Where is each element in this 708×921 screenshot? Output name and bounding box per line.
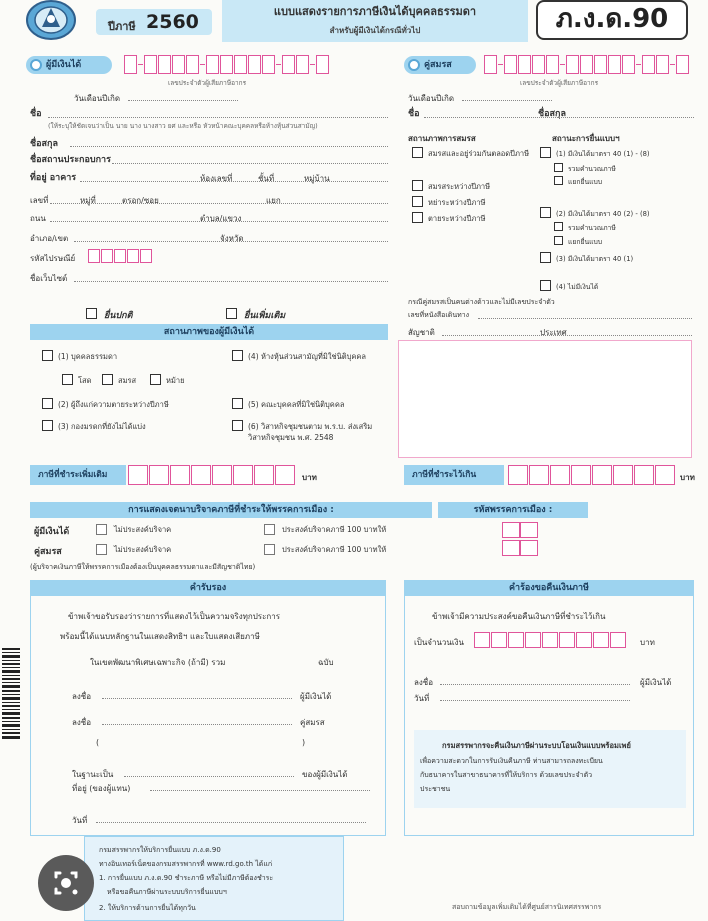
notice-line-4: หรือขอคืนภาษีผ่านระบบบริการยื่นแบบฯ <box>107 888 227 896</box>
close-paren: ) <box>302 738 306 747</box>
overpaid-tax-label: ภาษีที่ชำระไว้เกิน <box>404 465 504 485</box>
deceased-checkbox[interactable] <box>42 398 53 409</box>
promptpay-line-1: กรมสรรพากรจะคืนเงินภาษีผ่านระบบโอนเงินแบบพร้อมเพย์ <box>442 741 631 750</box>
spouse-sign-label: ลงชื่อ <box>72 718 92 727</box>
certification-title: คำรับรอง <box>30 580 386 596</box>
street-field[interactable] <box>50 221 388 222</box>
spouse-party-code-2[interactable] <box>520 540 538 556</box>
refund-signature-field[interactable] <box>440 684 630 685</box>
representative-as-field[interactable] <box>124 776 294 777</box>
form-title-box <box>222 0 528 42</box>
form-header <box>0 0 708 48</box>
attachment-area <box>398 340 692 458</box>
taxpayer-name-label: ชื่อ <box>30 109 42 119</box>
method-4-label: (4) ไม่มีเงินได้ <box>556 283 599 291</box>
partnership-label: (4) ห้างหุ้นส่วนสามัญที่มิใช่นิติบุคคล <box>248 352 366 361</box>
method-1-separate-label: แยกยื่นแบบ <box>568 178 603 186</box>
website-label: ชื่อเว็บไซต์ <box>30 274 68 283</box>
spouse-name-label: ชื่อ <box>408 109 420 119</box>
method-1-label: (1) มีเงินได้มาตรา 40 (1) - (8) <box>556 150 650 158</box>
district-label: อำเภอ/เขต <box>30 234 69 243</box>
single-label: โสด <box>78 376 92 385</box>
barcode-image <box>0 648 22 740</box>
refund-sign-label: ลงชื่อ <box>414 678 434 687</box>
certification-text-1: ข้าพเจ้าขอรับรองว่ารายการที่แสดงไว้เป็นความจริงทุกประการ <box>68 612 281 621</box>
taxpayer-party-code-2[interactable] <box>520 522 538 538</box>
divorced-checkbox[interactable] <box>412 196 423 207</box>
taxpayer-name-field[interactable] <box>48 117 388 118</box>
notice-line-5: 2. ให้บริการด้านการยื่นได้ทุกวัน <box>99 904 196 912</box>
refund-date-label: วันที่ <box>414 694 430 703</box>
refund-title: คำร้องขอคืนเงินภาษี <box>404 580 694 596</box>
tax-year-box <box>96 9 212 35</box>
spouse-surname-label: ชื่อสกุล <box>538 109 566 119</box>
extra-tax-unit: บาท <box>302 473 317 482</box>
refund-date-field[interactable] <box>440 700 630 701</box>
refund-unit: บาท <box>640 638 655 647</box>
taxpayer-section-pill <box>26 56 112 74</box>
refund-role: ผู้มีเงินได้ <box>640 678 672 687</box>
form-code: ภ.ง.ด.90 <box>536 0 688 40</box>
address-building-field[interactable] <box>80 181 388 182</box>
bullet-icon <box>30 59 42 71</box>
junction-label: แยก <box>266 196 281 205</box>
passport-label: เลขที่หนังสือเดินทาง <box>408 311 470 319</box>
method-1-combined-label: รวมคำนวณภาษี <box>568 165 616 173</box>
normal-filing-checkbox[interactable] <box>86 308 97 319</box>
deceased-spouse-label: ตายระหว่างปีภาษี <box>428 214 486 223</box>
building-name-field[interactable] <box>112 163 388 164</box>
overpaid-tax-input[interactable] <box>508 465 676 485</box>
foreign-spouse-label: กรณีคู่สมรสเป็นคนต่างด้าวและไม่มีเลขประจำตัว <box>408 298 555 306</box>
certification-text-2: พร้อมนี้ได้แนบหลักฐานในแสดงสิทธิฯ และใบแสดงเสียภาษี <box>60 632 260 641</box>
taxpayer-surname-field[interactable] <box>70 146 388 147</box>
promptpay-notice <box>414 730 686 808</box>
taxpayer-no-donation-checkbox[interactable] <box>96 524 107 535</box>
donation-title: การแสดงเจตนาบริจาคภาษีที่ชำระให้พรรคการเมือง : <box>30 502 432 518</box>
village-label: หมู่บ้าน <box>304 174 330 183</box>
estate-checkbox[interactable] <box>42 420 53 431</box>
method-4-checkbox[interactable] <box>540 280 551 291</box>
passport-field[interactable] <box>478 318 692 319</box>
deceased-spouse-checkbox[interactable] <box>412 212 423 223</box>
status-title: สถานภาพของผู้มีเงินได้ <box>30 324 388 340</box>
widowed-checkbox[interactable] <box>150 374 161 385</box>
married-together-label: สมรสและอยู่ร่วมกันตลอดปีภาษี <box>428 149 530 158</box>
body-of-persons-label: (5) คณะบุคคลที่มิใช่นิติบุคคล <box>248 400 345 409</box>
certification-date-label: วันที่ <box>72 816 88 825</box>
taxpayer-signature-field[interactable] <box>102 698 292 699</box>
refund-amount-label: เป็นจำนวนเงิน <box>414 638 464 647</box>
tax-year-value: 2560 <box>146 11 199 33</box>
lens-search-button[interactable] <box>38 855 94 911</box>
footer-text: สอบถามข้อมูลเพิ่มเติมได้ที่ศูนย์สารนิเทศสรรพากร <box>452 903 602 911</box>
taxpayer-sign-label: ลงชื่อ <box>72 692 92 701</box>
spouse-id-input[interactable] <box>484 55 690 74</box>
spouse-section-label: คู่สมรส <box>424 60 452 70</box>
widowed-label: หม้าย <box>166 376 185 385</box>
additional-filing-checkbox[interactable] <box>226 308 237 319</box>
method-2-combined-checkbox[interactable] <box>554 222 563 231</box>
soi-label: ตรอก/ซอย <box>122 196 159 205</box>
floor-label: ชั้นที่ <box>258 174 275 183</box>
taxpayer-birth-label: วันเดือนปีเกิด <box>74 94 121 103</box>
normal-filing-label: ยื่นปกติ <box>104 311 133 321</box>
partnership-checkbox[interactable] <box>232 350 243 361</box>
country-label: ประเทศ <box>540 328 567 337</box>
district-field[interactable] <box>74 241 388 242</box>
method-1-separate-checkbox[interactable] <box>554 176 563 185</box>
refund-text: ข้าพเจ้ามีความประสงค์ขอคืนเงินภาษีที่ชำระไว้เกิน <box>432 612 606 621</box>
street-label: ถนน <box>30 214 46 223</box>
taxpayer-no-donation-label: ไม่ประสงค์บริจาค <box>114 525 172 534</box>
open-paren: ( <box>96 738 100 747</box>
promptpay-line-4: ประชาชน <box>420 785 451 793</box>
method-3-label: (3) มีเงินได้มาตรา 40 (1) <box>556 255 634 263</box>
representative-address-label: ที่อยู่ (ของผู้แทน) <box>72 784 131 793</box>
taxpayer-id-caption: เลขประจำตัวผู้เสียภาษีอากร <box>168 79 247 87</box>
nationality-label: สัญชาติ <box>408 328 435 337</box>
refund-amount-input[interactable] <box>474 632 627 648</box>
divorced-label: หย่าระหว่างปีภาษี <box>428 198 486 207</box>
taxpayer-birth-field[interactable] <box>128 100 238 101</box>
spouse-birth-label: วันเดือนปีเกิด <box>408 94 455 103</box>
community-enterprise-label: (6) วิสาหกิจชุมชนตาม พ.ร.บ. ส่งเสริมวิสาหกิจชุมชน พ.ศ. 2548 <box>248 422 373 442</box>
deceased-label: (2) ผู้ถึงแก่ความตายระหว่างปีภาษี <box>58 400 169 409</box>
donation-spouse-label: คู่สมรส <box>34 547 62 557</box>
representative-address-field[interactable] <box>150 790 370 791</box>
single-checkbox[interactable] <box>62 374 73 385</box>
building-name-label: ชื่อสถานประกอบการ <box>30 155 111 165</box>
individual-label: (1) บุคคลธรรมดา <box>58 352 118 361</box>
spouse-birth-field[interactable] <box>462 100 552 101</box>
taxpayer-name-hint: (ให้ระบุให้ชัดเจนว่าเป็น นาย นาง นางสาว ยศ และหรือ หัวหน้าคณะบุคคลหรือห้างหุ้นส่วนสามัญ) <box>48 122 318 130</box>
address-label: ที่อยู่ อาคาร <box>30 173 77 183</box>
representative-as-label: ในฐานะเป็น <box>72 770 114 779</box>
married-together-checkbox[interactable] <box>412 147 423 158</box>
community-enterprise-checkbox[interactable] <box>232 420 243 431</box>
representative-of-label: ของผู้มีเงินได้ <box>302 770 348 779</box>
taxpayer-section-label: ผู้มีเงินได้ <box>46 60 82 70</box>
taxpayer-donate-checkbox[interactable] <box>264 524 275 535</box>
estate-label: (3) กองมรดกที่ยังไม่ได้แบ่ง <box>58 422 146 431</box>
marital-status-label: สถานภาพการสมรส <box>408 134 476 143</box>
married-during-year-label: สมรสระหว่างปีภาษี <box>428 182 491 191</box>
extra-tax-label: ภาษีที่ชำระเพิ่มเติม <box>30 465 126 485</box>
website-field[interactable] <box>74 281 388 282</box>
party-code-title: รหัสพรรคการเมือง : <box>438 502 588 518</box>
province-label: จังหวัด <box>220 234 244 243</box>
taxpayer-id-input[interactable] <box>124 55 330 74</box>
body-of-persons-checkbox[interactable] <box>232 398 243 409</box>
taxpayer-id-bar <box>26 54 346 76</box>
overpaid-tax-unit: บาท <box>680 473 695 482</box>
spouse-section-pill <box>404 56 476 74</box>
spouse-donate-label: ประสงค์บริจาคภาษี 100 บาทให้ <box>282 545 387 554</box>
spouse-no-donation-label: ไม่ประสงค์บริจาค <box>114 545 172 554</box>
method-1-checkbox[interactable] <box>540 147 551 158</box>
spouse-signature-field[interactable] <box>102 724 292 725</box>
spouse-id-caption: เลขประจำตัวผู้เสียภาษีอากร <box>520 79 599 87</box>
nationality-field[interactable] <box>442 335 692 336</box>
method-2-separate-checkbox[interactable] <box>554 236 563 245</box>
married-label: สมรส <box>118 376 137 385</box>
form-title: แบบแสดงรายการภาษีเงินได้บุคคลธรรมดา <box>273 5 477 18</box>
bullet-icon <box>408 59 420 71</box>
additional-filing-label: ยื่นเพิ่มเติม <box>244 311 286 321</box>
taxpayer-donate-label: ประสงค์บริจาคภาษี 100 บาทให้ <box>282 525 387 534</box>
method-2-combined-label: รวมคำนวณภาษี <box>568 224 616 232</box>
married-checkbox[interactable] <box>102 374 113 385</box>
subdistrict-label: ตำบล/แขวง <box>200 214 242 223</box>
taxpayer-party-code-1[interactable] <box>502 522 520 538</box>
spouse-no-donation-checkbox[interactable] <box>96 544 107 555</box>
notice-line-2: ทางอินเทอร์เน็ตของกรมสรรพากรที่ www.rd.go.th ได้แก่ <box>99 860 273 868</box>
taxpayer-role: ผู้มีเงินได้ <box>300 692 332 701</box>
promptpay-line-2: เพื่อความสะดวกในการรับเงินคืนภาษี ท่านสามารถลงทะเบียน <box>420 757 603 765</box>
spouse-id-bar <box>404 54 704 76</box>
form-subtitle: สำหรับผู้มีเงินได้กรณีทั่วไป <box>329 26 421 35</box>
moo-label: หมู่ที่ <box>80 196 96 205</box>
house-number-label: เลขที่ <box>30 196 49 205</box>
postcode-label: รหัสไปรษณีย์ <box>30 254 76 263</box>
notice-line-1: กรมสรรพากรให้บริการยื่นแบบ ภ.ง.ด.90 <box>99 846 221 854</box>
tax-year-label: ปีภาษี <box>108 20 136 33</box>
promptpay-line-3: กับธนาคารในสาขาธนาคารที่ให้บริการ ด้วยเลขประจำตัว <box>420 771 593 779</box>
certification-date-field[interactable] <box>96 822 366 823</box>
notice-line-3: 1. การยื่นแบบ ภ.ง.ด.90 ชำระภาษี หรือไม่มีภาษีต้องชำระ <box>99 874 274 882</box>
method-2-label: (2) มีเงินได้มาตรา 40 (2) - (8) <box>556 210 650 218</box>
spouse-party-code-1[interactable] <box>502 540 520 556</box>
certification-text-3: ในเขตพัฒนาพิเศษเฉพาะกิจ (ถ้ามี) รวม <box>90 658 226 667</box>
married-during-year-checkbox[interactable] <box>412 180 423 191</box>
lens-icon <box>38 855 94 911</box>
method-1-combined-checkbox[interactable] <box>554 163 563 172</box>
donation-note: (ผู้บริจาคเงินภาษีให้พรรคการเมืองต้องเป็นบุคคลธรรมดาและมีสัญชาติไทย) <box>30 563 256 571</box>
room-label: ห้องเลขที่ <box>200 174 233 183</box>
revenue-department-emblem <box>22 0 80 40</box>
address-number-field[interactable] <box>50 203 388 204</box>
method-3-checkbox[interactable] <box>540 252 551 263</box>
spouse-donate-checkbox[interactable] <box>264 544 275 555</box>
method-2-separate-label: แยกยื่นแบบ <box>568 238 603 246</box>
donation-taxpayer-label: ผู้มีเงินได้ <box>34 527 70 537</box>
spouse-name-field[interactable] <box>424 117 694 118</box>
method-2-checkbox[interactable] <box>540 207 551 218</box>
filing-method-label: สถานะการยื่นแบบฯ <box>552 134 620 143</box>
efiling-notice <box>84 836 344 921</box>
extra-tax-input[interactable] <box>128 465 296 485</box>
postcode-input[interactable] <box>88 249 153 263</box>
certification-sheet-label: ฉบับ <box>318 658 334 667</box>
taxpayer-surname-label: ชื่อสกุล <box>30 139 58 149</box>
spouse-role: คู่สมรส <box>300 718 325 727</box>
individual-checkbox[interactable] <box>42 350 53 361</box>
